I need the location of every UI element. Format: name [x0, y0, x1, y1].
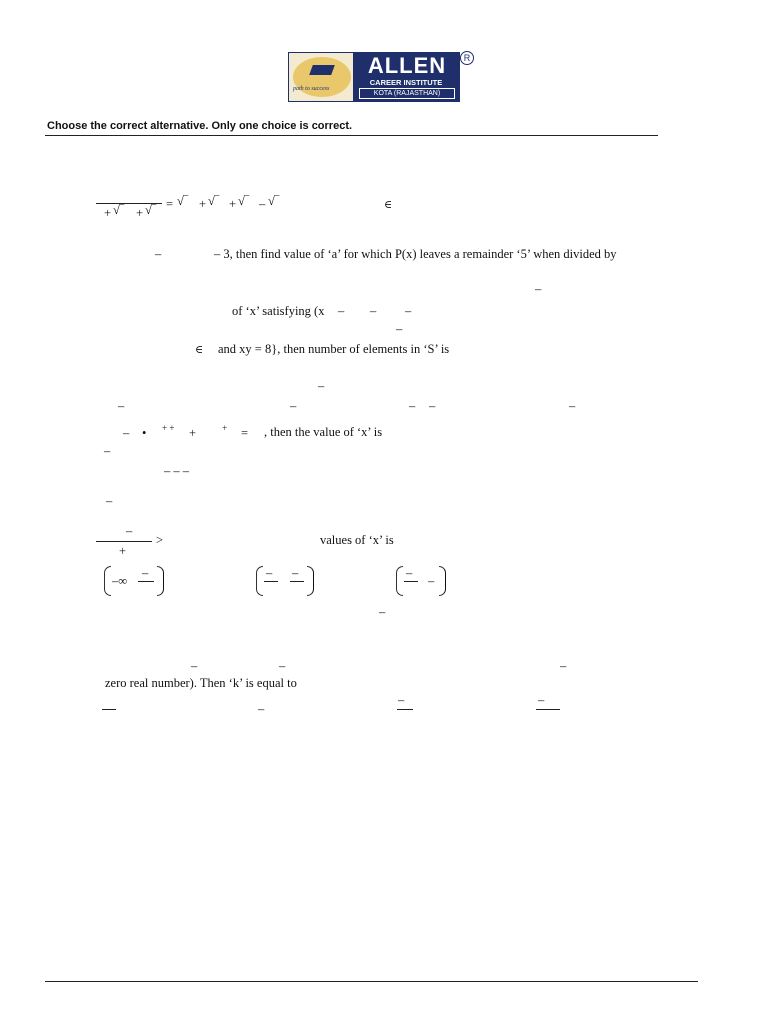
q7-fraction-bar — [96, 541, 152, 542]
allen-logo — [288, 52, 460, 102]
q1-sqrt-d: √‾ — [208, 194, 220, 208]
q1-sqrt-a: √‾ — [113, 203, 125, 217]
q1-equals: = — [166, 197, 174, 211]
footer-rule — [45, 981, 698, 982]
q1-sqrt-b: √‾ — [145, 203, 157, 217]
q6-minus-2: – — [104, 444, 111, 458]
q2-text: – 3, then find value of ‘a’ for which P(x) leaves a remainder ‘5’ when divided by — [214, 247, 617, 261]
q7-opt-b-frac-2 — [290, 581, 304, 582]
q1-sqrt-f: √‾ — [268, 194, 280, 208]
q7-opt-a-frac — [138, 581, 154, 582]
q1-plus-d: + — [229, 197, 237, 211]
q8-opt-c-frac — [397, 709, 413, 710]
q3-text: of ‘x’ satisfying (x — [232, 304, 325, 318]
q8-opt-d: – — [538, 693, 545, 707]
q6-equals: = — [241, 426, 249, 440]
q8-opt-a-frac — [102, 709, 116, 710]
q7-denominator-plus: + — [119, 544, 127, 558]
registered-mark: R — [460, 51, 474, 65]
q8-opt-c: – — [398, 693, 405, 707]
q7-opt-b-lparen — [256, 566, 263, 596]
q6-dot: • — [142, 426, 147, 440]
q8-minus-1: – — [191, 659, 198, 673]
logo-tagline: path to success — [293, 86, 330, 92]
q5-minus-1: – — [318, 379, 325, 393]
q5-minus-3: – — [290, 399, 297, 413]
logo-line2: KOTA (RAJASTHAN) — [359, 88, 455, 99]
q4-element-of: ∈ — [195, 343, 204, 356]
q7-opt-c-lparen — [396, 566, 403, 596]
q8-text: zero real number). Then ‘k’ is equal to — [105, 676, 297, 690]
q7-opt-c-minus-1: – — [406, 566, 413, 580]
logo-blue-panel — [353, 53, 459, 101]
q7-opt-c-rparen — [439, 566, 446, 596]
q7-opt-a-rparen — [157, 566, 164, 596]
q7-opt-b-frac-1 — [264, 581, 278, 582]
q1-plus-c: + — [199, 197, 207, 211]
q3-minus-1: – — [338, 304, 345, 318]
q5-minus-5: – — [429, 399, 436, 413]
header-rule — [45, 135, 658, 136]
q6-options: – – – — [164, 464, 189, 478]
q6-plus: + — [189, 426, 197, 440]
q7-opt-a-lparen — [104, 566, 111, 596]
q8-minus-3: – — [560, 659, 567, 673]
q7-greater-than: > — [156, 533, 164, 547]
q6-text: , then the value of ‘x’ is — [264, 425, 383, 439]
q1-element-of: ∈ — [384, 198, 393, 211]
q7-opt-c-frac — [404, 581, 418, 582]
q6-minus: – — [123, 426, 130, 440]
q7-opt-a-value: –∞ — [112, 574, 128, 588]
q1-sqrt-c: √‾ — [177, 194, 189, 208]
q1-plus-a: + — [104, 206, 112, 220]
q7-numerator-minus: – — [126, 524, 133, 538]
q5-minus-2: – — [118, 399, 125, 413]
q1-plus-b: + — [136, 206, 144, 220]
q8-opt-b: – — [258, 702, 265, 716]
q6-minus-3: – — [106, 494, 113, 508]
q3-minus-2: – — [370, 304, 377, 318]
q7-opt-a-minus: – — [142, 566, 149, 580]
q4-text: and xy = 8}, then number of elements in ‘S’ is — [218, 342, 450, 356]
q7-opt-c-minus-2: – — [428, 574, 435, 588]
q7-text: values of ‘x’ is — [320, 533, 394, 547]
q1-sqrt-e: √‾ — [238, 194, 250, 208]
instruction-text: Choose the correct alternative. Only one choice is correct. — [47, 120, 353, 132]
q5-minus-6: – — [569, 399, 576, 413]
q8-opt-d-frac — [536, 709, 560, 710]
q7-opt-b-rparen — [307, 566, 314, 596]
q6-sup-pp: + + — [162, 423, 175, 433]
q7-opt-b-minus-2: – — [292, 566, 299, 580]
q7-minus-tail: – — [379, 605, 386, 619]
q6-sup-plus: + — [222, 423, 228, 433]
q1-minus: – — [259, 197, 266, 211]
q8-minus-2: – — [279, 659, 286, 673]
q3-minus-3: – — [405, 304, 412, 318]
q3-minus-top: – — [535, 282, 542, 296]
q2-minus: – — [155, 247, 162, 261]
q7-opt-b-minus-1: – — [266, 566, 273, 580]
q3-minus-4: – — [396, 322, 403, 336]
q5-minus-4: – — [409, 399, 416, 413]
logo-brand: ALLEN — [367, 53, 447, 78]
logo-line1: CAREER INSTITUTE — [369, 78, 443, 87]
